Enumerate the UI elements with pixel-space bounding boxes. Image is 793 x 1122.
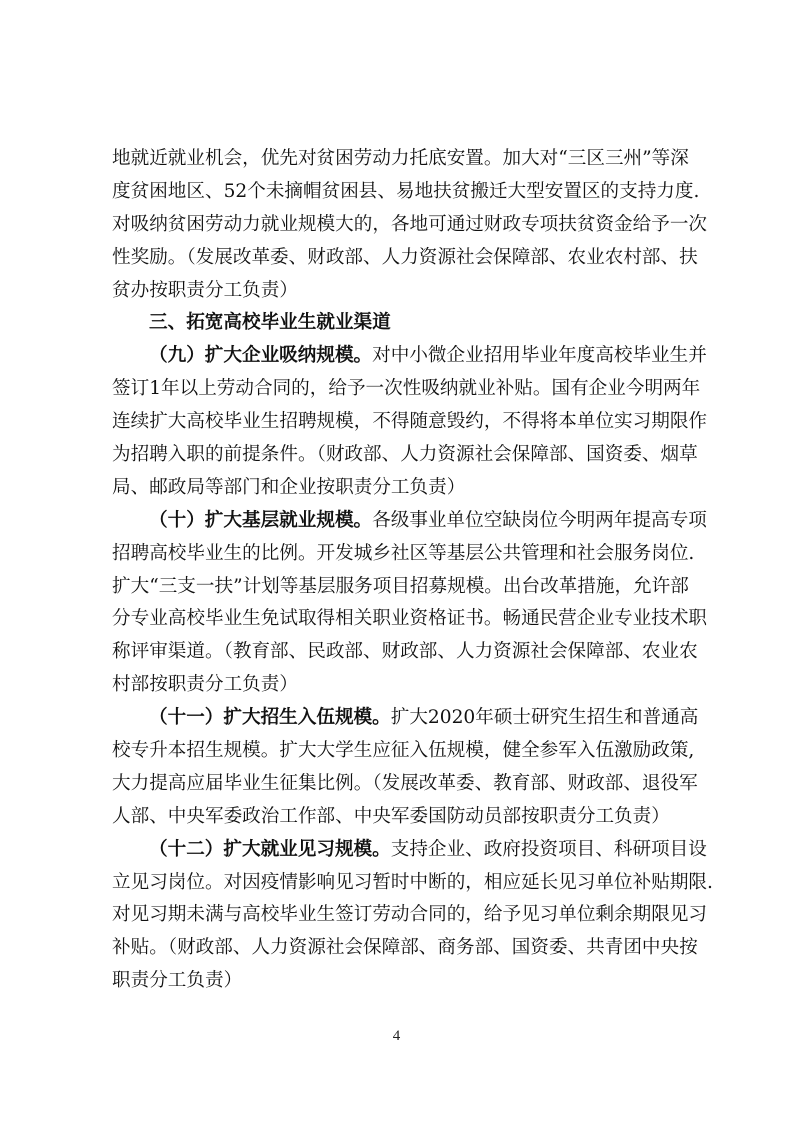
paragraph-first-line <box>112 340 707 373</box>
text-line: 大力提高应届毕业生征集比例。（发展改革委、教育部、财政部、退役军 <box>112 772 698 794</box>
paragraph-first-line <box>112 834 707 867</box>
page-number: 4 <box>392 1028 401 1044</box>
text-line: 补贴。（财政部、人力资源社会保障部、商务部、国资委、共青团中央按 <box>112 937 698 959</box>
text-line: 称评审渠道。（教育部、民政部、财政部、人力资源社会保障部、农业农 <box>112 641 698 663</box>
section-heading: 三、拓宽高校毕业生就业渠道 <box>149 312 391 334</box>
paragraph-item-11 <box>112 702 699 834</box>
paragraph-item-9 <box>112 340 708 504</box>
paragraph-first-text: 扩大2020年硕士研究生招生和普通高 <box>390 707 699 729</box>
paragraph-first-text: 支持企业、政府投资项目、科研项目设 <box>390 838 707 860</box>
paragraph-first-text: 对中小微企业招用毕业年度高校毕业生并 <box>372 345 707 367</box>
text-line: 地就近就业机会，优先对贫困劳动力托底安置。加大对“三区三州”等深 <box>112 148 689 169</box>
text-line: 职责分工负责） <box>112 970 243 992</box>
text-line: 扩大“三支一扶”计划等基层服务项目招募规模。出台改革措施，允许部 <box>112 575 689 597</box>
text-line: 连续扩大高校毕业生招聘规模，不得随意毁约，不得将本单位实习期限作 <box>112 411 708 433</box>
text-line: 人部、中央军委政治工作部、中央军委国防动员部按职责分工负责） <box>112 805 670 827</box>
paragraph-lead: （十二）扩大就业见习规模。 <box>149 838 391 860</box>
text-line: 性奖励。（发展改革委、财政部、人力资源社会保障部、农业农村部、扶 <box>112 246 698 268</box>
paragraph-first-line <box>112 505 707 538</box>
text-line: 招聘高校毕业生的比例。开发城乡社区等基层公共管理和社会服务岗位. <box>112 542 695 564</box>
text-line: 度贫困地区、52个未摘帽贫困县、易地扶贫搬迁大型安置区的支持力度. <box>112 180 700 202</box>
paragraph-item-12 <box>112 834 713 998</box>
text-line: 分专业高校毕业生免试取得相关职业资格证书。畅通民营企业专业技术职 <box>112 608 708 630</box>
text-line: 局、邮政局等部门和企业按职责分工负责） <box>112 476 466 498</box>
document-body <box>112 143 713 998</box>
text-line: 对吸纳贫困劳动力就业规模大的，各地可通过财政专项扶贫资金给予一次 <box>112 213 708 235</box>
text-line: 贫办按职责分工负责） <box>112 279 298 301</box>
paragraph-lead: （十）扩大基层就业规模。 <box>149 509 373 531</box>
text-line: 为招聘入职的前提条件。（财政部、人力资源社会保障部、国资委、烟草 <box>112 444 698 466</box>
paragraph-item-10 <box>112 505 708 702</box>
text-line: 立见习岗位。对因疫情影响见习暂时中断的，相应延长见习单位补贴期限. <box>112 871 713 893</box>
paragraph-poverty-employment <box>112 143 708 307</box>
text-line: 村部按职责分工负责） <box>112 674 298 696</box>
text-line: 签订1年以上劳动合同的，给予一次性吸纳就业补贴。国有企业今明两年 <box>112 378 701 400</box>
text-line: 对见习期未满与高校毕业生签订劳动合同的，给予见习单位剩余期限见习 <box>112 904 708 926</box>
text-line: 校专升本招生规模。扩大大学生应征入伍规模，健全参军入伍激励政策, <box>112 740 695 762</box>
paragraph-first-text: 各级事业单位空缺岗位今明两年提高专项 <box>372 509 707 531</box>
paragraph-first-line <box>112 702 699 735</box>
paragraph-lead: （十一）扩大招生入伍规模。 <box>149 707 391 729</box>
paragraph-lead: （九）扩大企业吸纳规模。 <box>149 345 373 367</box>
